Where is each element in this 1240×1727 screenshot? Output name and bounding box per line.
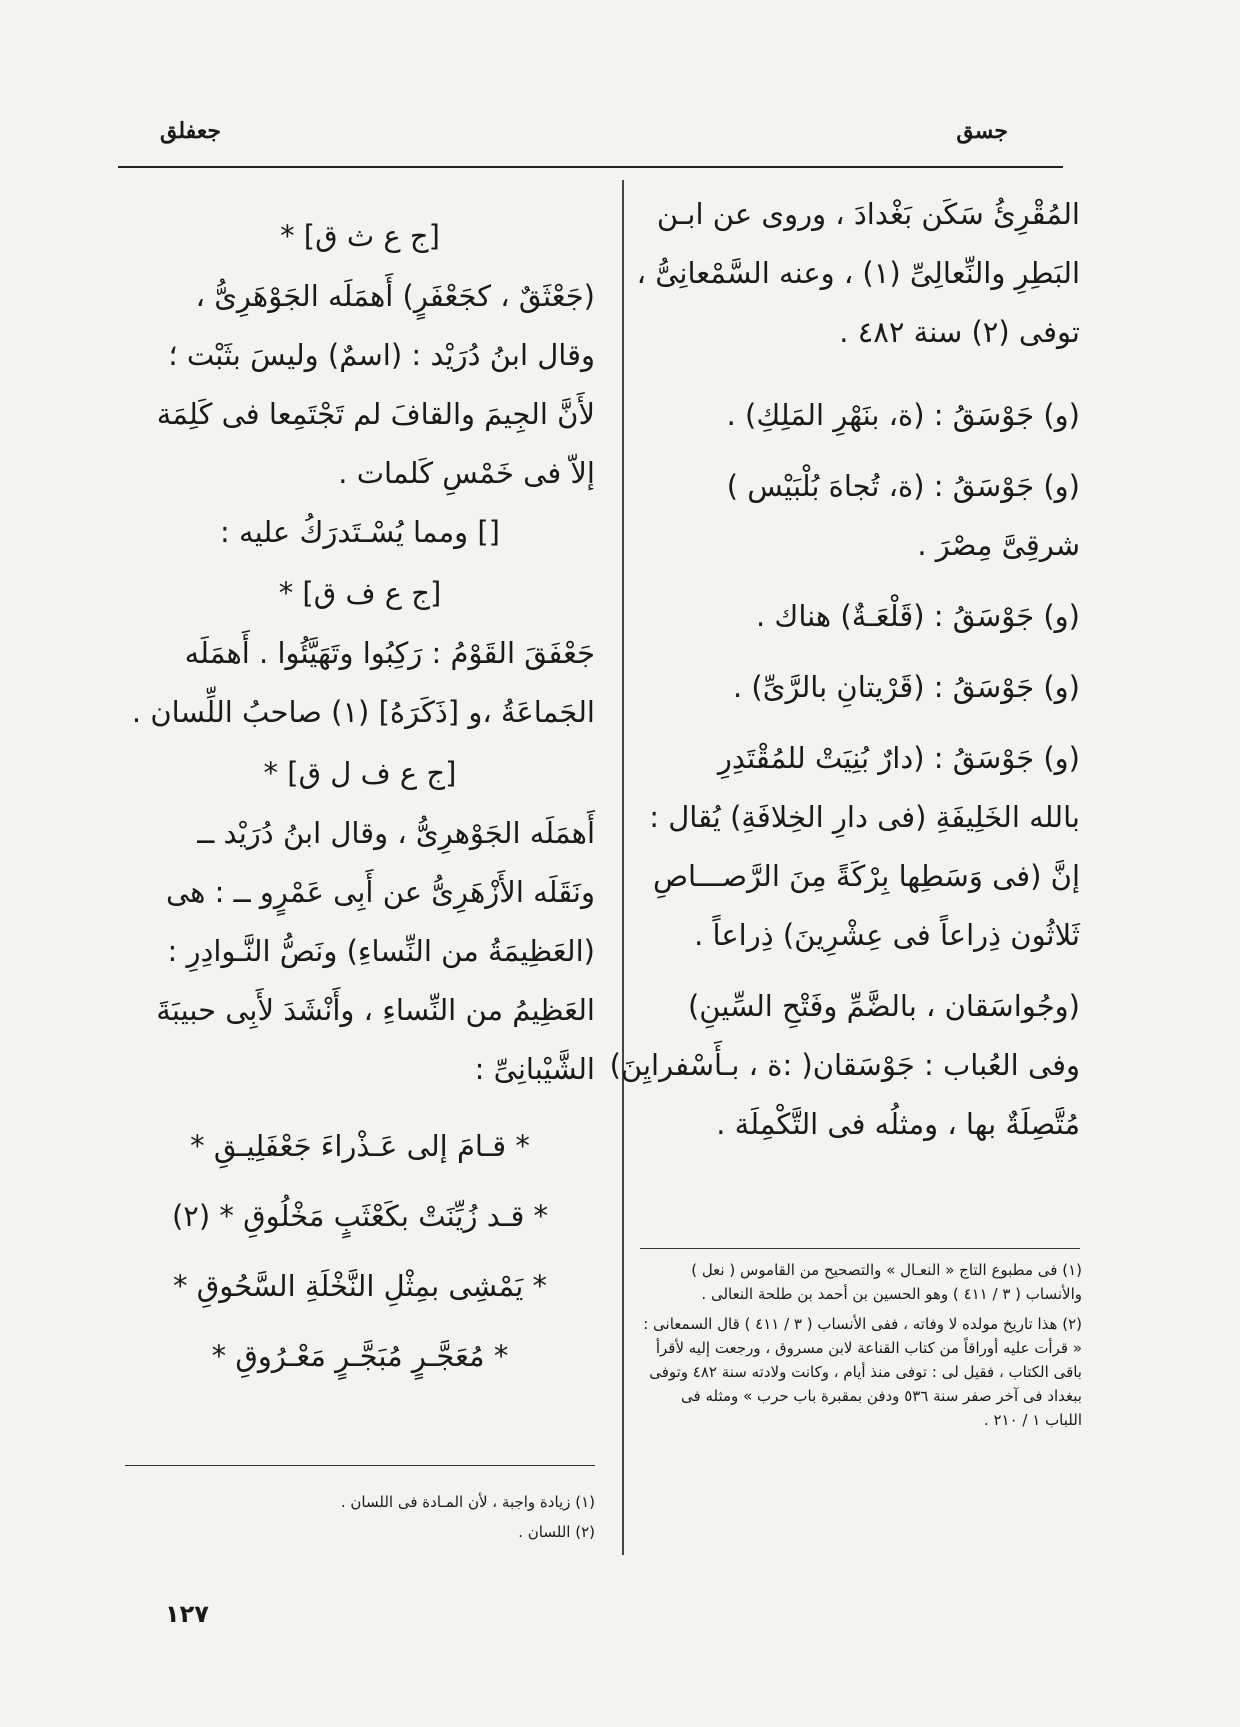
entry-line: (و) جَوْسَقُ : (قَرْيتانِ بالرَّىِّ) . xyxy=(733,670,1080,704)
footnotes-left xyxy=(200,1490,595,1550)
mustadrak-line: [] ومما يُسْـتَدرَكُ عليه : xyxy=(220,515,500,549)
entry-line: بالله الخَلِيفَةِ (فى دارِ الخِلافَةِ) يُقال : xyxy=(649,800,1080,834)
entry-line: (و) جَوْسَقُ : (ة، بنَهْرِ المَلِكِ) . xyxy=(726,398,1080,432)
entry-line: إنَّ (فى وَسَطِها بِرْكَةً مِنَ الرَّصـــاصِ xyxy=(652,859,1080,893)
running-header-right: جسق xyxy=(956,118,1008,144)
footnote-rule-left xyxy=(125,1465,595,1466)
entry-line: شرقِىَّ مِصْرَ . xyxy=(917,528,1080,562)
footnote: (٢) اللسان . xyxy=(518,1523,595,1541)
entry-line: ثَلاثُون ذِراعاً فى عِشْرِينَ) ذِراعاً . xyxy=(694,918,1080,952)
text-line: المُقْرِئُ سَكَن بَغْدادَ ، وروى عن ابـن xyxy=(656,197,1080,231)
footnote: (٢) هذا تاريخ مولده لا وفاته ، ففى الأنساب ( ٣ / ٤١١ ) قال السمعانى : « قرأت عليه أوراقاً من كتاب القناعة لابن مسروق ، ورجعت إليه لأقرأ باقى الكتاب ، فقيل لى : توفى منذ أيام ، وكانت ولادته سنة ٤٨٢ وتوفى ببغداد فى آخر صفر سنة ٥٣٦ ودفن بمقبرة باب حرب » ومثله فى اللباب ١ / ٢١٠ . xyxy=(643,1315,1082,1429)
verse-line: * مُعَجَّـرٍ مُبَجَّـرٍ مَعْـرُوقِ * xyxy=(211,1339,509,1373)
text-line: الجَماعَةُ ،و [ذَكَرَهُ] (١) صاحبُ اللِّسان . xyxy=(131,695,595,729)
footnote: (١) زيادة واجبة ، لأن المـادة فى اللسان . xyxy=(340,1493,595,1511)
text-line: أَهمَلَه الجَوْهرِىُّ ، وقال ابنُ دُرَيْد ــ xyxy=(197,816,595,850)
root-heading: [ج ع ف ق] * xyxy=(278,576,442,610)
verse-line: * قـد زُيِّنَتْ بكَعْثَبٍ مَخْلُوقِ * (٢) xyxy=(171,1199,549,1233)
left-column xyxy=(125,205,595,1391)
entry-line: (و) جَوْسَقُ : (قَلْعَـةٌ) هناك . xyxy=(755,599,1080,633)
text-line: البَطِرِ والنِّعالِىِّ (١) ، وعنه السَّمْعانِىُّ ، xyxy=(636,256,1080,290)
text-line: إلاّ فى خَمْسِ كَلمات . xyxy=(338,456,595,490)
running-header-left: جعفلق xyxy=(160,118,221,144)
text-line: (العَظِيمَةُ من النِّساءِ) ونَصُّ النَّـوادِرِ : xyxy=(167,934,595,968)
text-line: العَظِيمُ من النِّساءِ ، وأَنْشَدَ لأَبِى حبيبَةَ xyxy=(156,993,595,1027)
footnote-rule-right xyxy=(640,1248,1080,1249)
text-line: توفى (٢) سنة ٤٨٢ . xyxy=(839,315,1080,349)
root-heading: [ج ع ث ق] * xyxy=(280,219,440,253)
verse-line: * قـامَ إلى عَـذْراءَ جَعْفَلِيـقِ * xyxy=(190,1129,530,1163)
entry-line: (وجُواسَقان ، بالضَّمِّ وفَتْحِ السِّينِ) xyxy=(687,989,1080,1023)
entry-line: وفى العُباب : جَوْسَقان( :ة ، بـأَسْفرايِنَ) xyxy=(609,1048,1080,1082)
verse-line: * يَمْشِى بمِثْلِ النَّخْلَةِ السَّحُوقِ * xyxy=(173,1269,547,1303)
column-divider xyxy=(622,180,624,1555)
text-line: (جَعْثَقٌ ، كجَعْفَرٍ) أَهمَلَه الجَوْهَرِىُّ ، xyxy=(195,279,595,313)
text-line: الشَّيْبانِىِّ : xyxy=(474,1052,595,1086)
right-column xyxy=(609,185,1080,1154)
entry-line: مُتَّصِلَةٌ بها ، ومثلُه فى التَّكْمِلَة . xyxy=(716,1107,1080,1141)
entry-line: (و) جَوْسَقُ : (ة، تُجاهَ بُلْبَيْس ) xyxy=(726,469,1080,503)
text-line: ونَقَلَه الأَزْهَرِىُّ عن أَبِى عَمْرٍو ــ : هى xyxy=(166,875,595,909)
text-line: لأَنَّ الجِيمَ والقافَ لم تَجْتَمِعا فى كَلِمَة xyxy=(156,397,595,431)
footnote: (١) فى مطبوع التاج « النعـال » والتصحيح من القاموس ( نعل ) والأنساب ( ٣ / ٤١١ ) وهو الحسين بن أحمد بن طلحة النعالى . xyxy=(691,1261,1082,1303)
footnotes-right xyxy=(642,1258,1082,1438)
entry-line: (و) جَوْسَقُ : (دارٌ بُنِيَتْ للمُقْتَدِرِ xyxy=(717,741,1080,775)
text-line: وقال ابنُ دُرَيْد : (اسمٌ) وليسَ بثَبْت ؛ xyxy=(168,338,595,372)
root-heading: [ج ع ف ل ق] * xyxy=(263,756,457,790)
text-line: جَعْفَقَ القَوْمُ : رَكِبُوا وتَهَيَّئُوا . أَهمَلَه xyxy=(184,636,595,670)
header-rule xyxy=(118,166,1063,168)
page-number: ١٢٧ xyxy=(165,1600,209,1628)
